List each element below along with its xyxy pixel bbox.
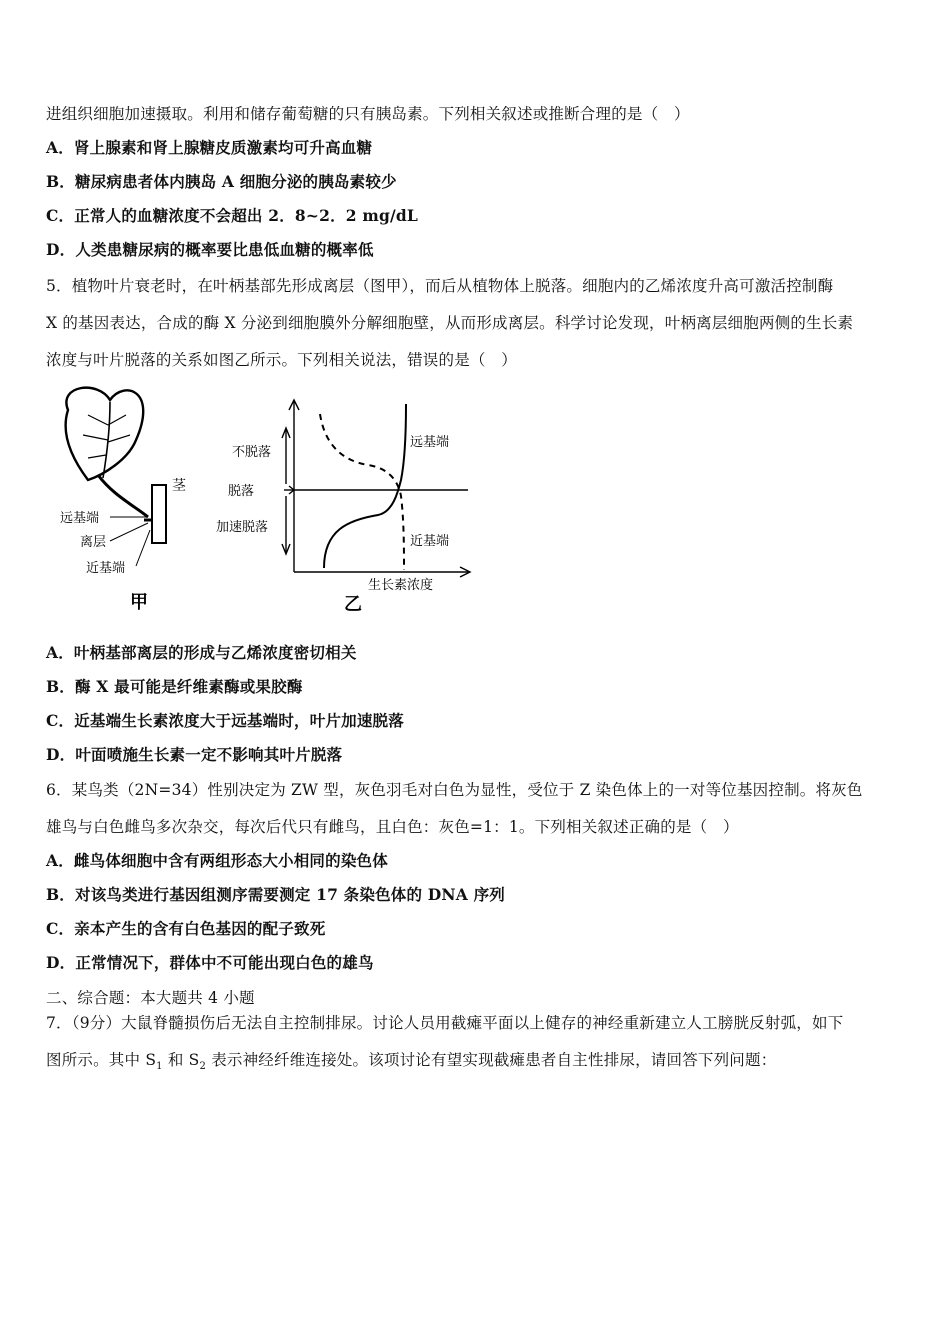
yi-fast-drop-label: 加速脱落 — [216, 520, 269, 535]
q5-stem-line3: 浓度与叶片脱落的关系如图乙所示。下列相关说法，错误的是（ ） — [46, 351, 518, 369]
yi-axes — [282, 400, 470, 577]
q5-figure — [48, 380, 478, 620]
q5-option-c: C．近基端生长素浓度大于远基端时，叶片加速脱落 — [46, 711, 404, 730]
section2-heading: 二、综合题：本大题共 4 小题 — [46, 989, 255, 1007]
jia-near-label: 近基端 — [86, 561, 126, 576]
q7-line2-a: 图所示。其中 S — [46, 1051, 157, 1069]
jia-layer-label: 离层 — [80, 535, 107, 550]
q7-line2-c: 表示神经纤维连接处。该项讨论有望实现截瘫患者自主性排尿，请回答下列问题： — [206, 1051, 777, 1069]
q5-option-b: B．酶 X 最可能是纤维素酶或果胶酶 — [46, 677, 303, 696]
q5-figure-svg — [48, 380, 478, 620]
q4-stem: 进组织细胞加速摄取。利用和储存葡萄糖的只有胰岛素。下列相关叙述或推断合理的是（ ） — [46, 105, 690, 123]
yi-drop-label: 脱落 — [228, 484, 255, 499]
yi-no-drop-label: 不脱落 — [232, 445, 272, 460]
jia-caption: 甲 — [130, 592, 148, 613]
q7-sub2: 2 — [199, 1061, 207, 1073]
q6-option-c: C．亲本产生的含有白色基因的配子致死 — [46, 919, 326, 938]
q4-option-b: B．糖尿病患者体内胰岛 A 细胞分泌的胰岛素较少 — [46, 172, 397, 191]
yi-curves — [320, 404, 406, 570]
q6-stem-line1: 6．某鸟类（2N=34）性别决定为 ZW 型，灰色羽毛对白色为显性，受位于 Z 染色体上的一对等位基因控制。将灰色 — [46, 781, 863, 799]
q7-line2-b: 和 S — [162, 1051, 200, 1069]
q7-line1: 7．（9分）大鼠脊髓损伤后无法自主控制排尿。讨论人员用截瘫平面以上健存的神经重新建立人工膀胱反射弧，如下 — [46, 1014, 844, 1032]
yi-caption: 乙 — [344, 594, 362, 615]
q7-sub1: 1 — [156, 1061, 163, 1073]
jia-stem-label: 茎 — [172, 478, 186, 494]
q5-stem-line1: 5．植物叶片衰老时，在叶柄基部先形成离层（图甲），而后从植物体上脱落。细胞内的乙烯浓度升高可激活控制酶 — [46, 277, 834, 295]
q5-option-d: D．叶面喷施生长素一定不影响其叶片脱落 — [46, 745, 343, 764]
q5-stem-line2: X 的基因表达，合成的酶 X 分泌到细胞膜外分解细胞壁，从而形成离层。科学讨论发现，叶柄离层细胞两侧的生长素 — [46, 314, 854, 332]
jia-far-label: 远基端 — [60, 511, 100, 526]
yi-near-end-label: 近基端 — [410, 534, 450, 549]
near-end-curve — [320, 414, 404, 570]
q4-option-c: C．正常人的血糖浓度不会超出 2．8~2．2 mg/dL — [46, 206, 418, 225]
q4-option-a: A．肾上腺素和肾上腺糖皮质激素均可升高血糖 — [46, 138, 373, 157]
q6-option-b: B．对该鸟类进行基因组测序需要测定 17 条染色体的 DNA 序列 — [46, 885, 505, 904]
q5-option-a: A．叶柄基部离层的形成与乙烯浓度密切相关 — [46, 643, 357, 662]
q4-option-d: D．人类患糖尿病的概率要比患低血糖的概率低 — [46, 240, 374, 259]
q7-line2 — [46, 1048, 776, 1072]
yi-far-end-label: 远基端 — [410, 435, 450, 450]
q6-stem-line2: 雄鸟与白色雌鸟多次杂交，每次后代只有雌鸟，且白色：灰色=1：1。下列相关叙述正确的是（ ） — [46, 818, 739, 836]
q6-option-a: A．雌鸟体细胞中含有两组形态大小相同的染色体 — [46, 851, 388, 870]
q6-option-d: D．正常情况下，群体中不可能出现白色的雄鸟 — [46, 953, 374, 972]
far-end-curve — [324, 404, 406, 568]
yi-x-axis-label: 生长素浓度 — [368, 578, 434, 593]
